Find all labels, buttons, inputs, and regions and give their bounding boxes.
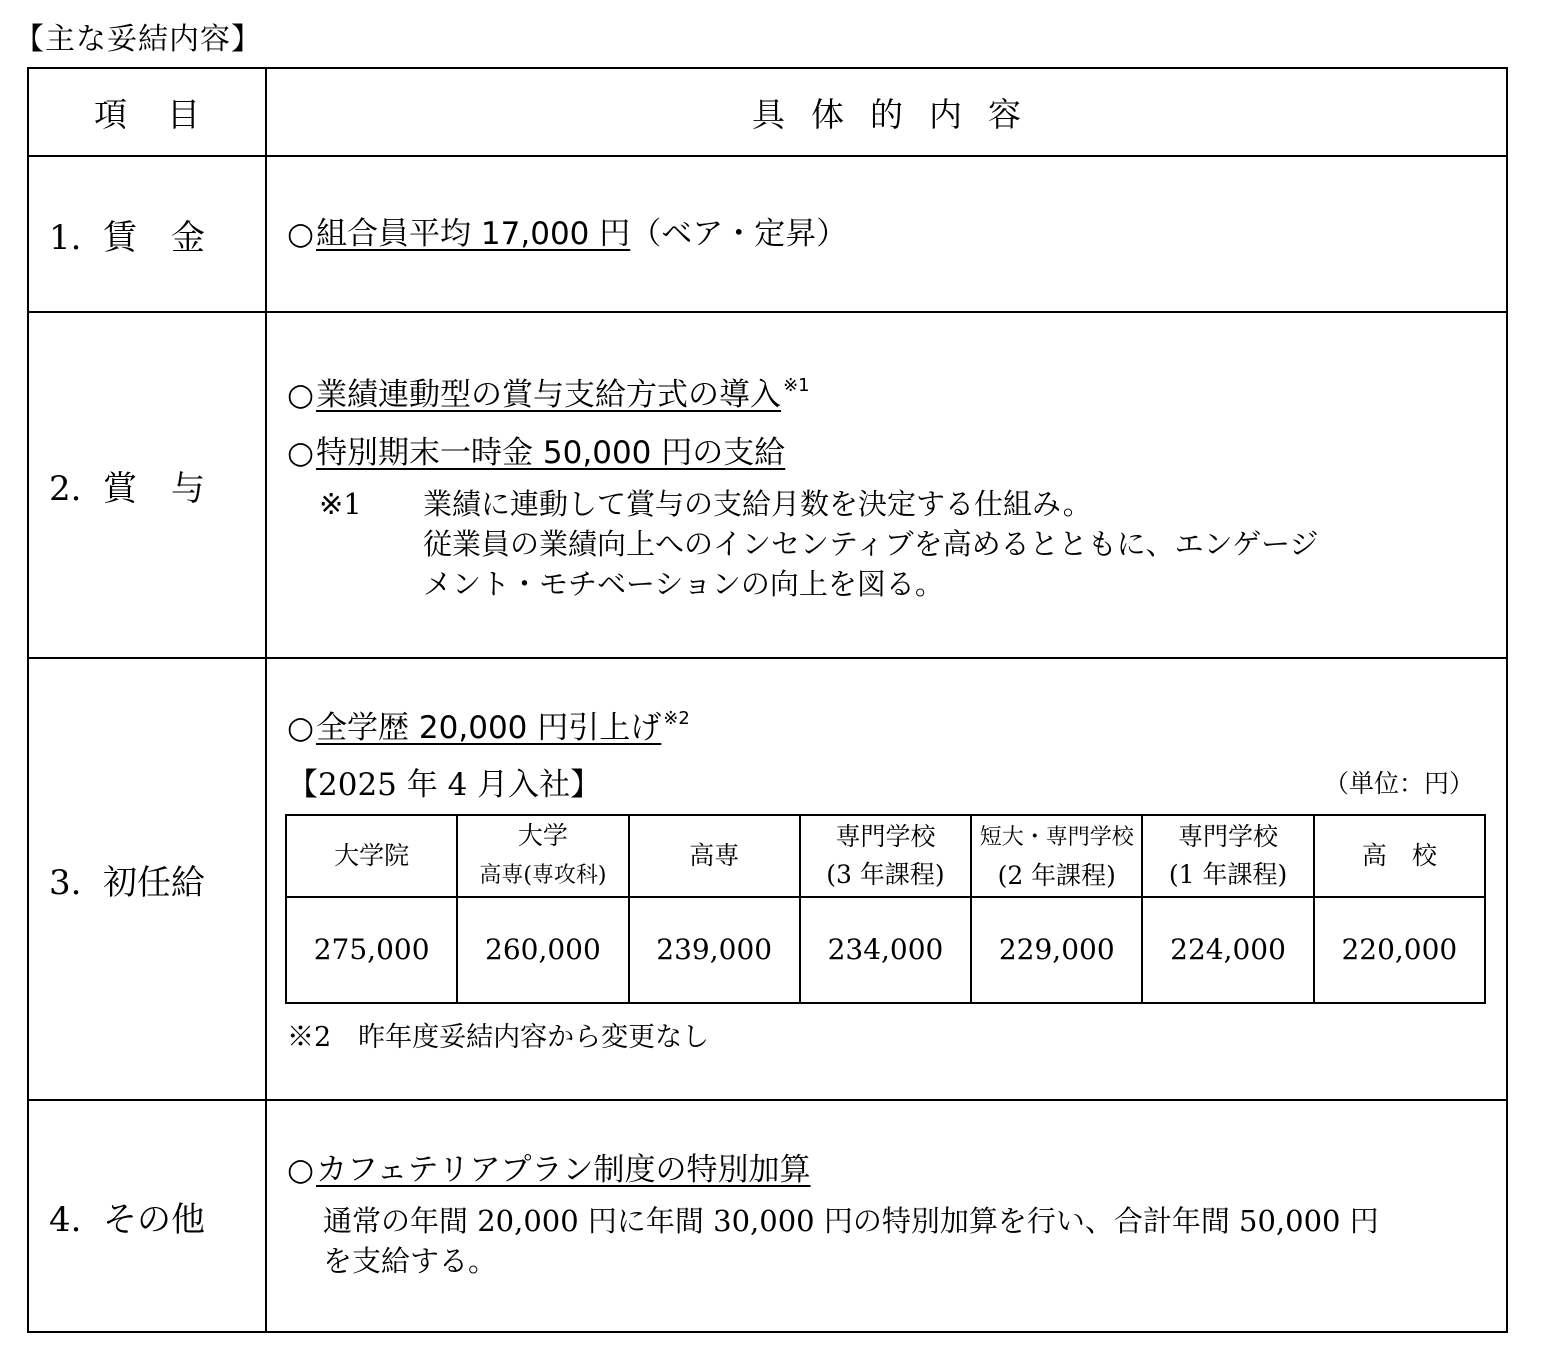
- starting-pay-table-head: [287, 759, 1486, 804]
- bonus-headline-1: [287, 367, 1486, 414]
- bullet-circle-icon: ○: [287, 216, 315, 252]
- bonus-headline-1-text: 業績連動型の賞与支給方式の導入: [316, 376, 782, 413]
- column-header-line1: 専門学校: [835, 822, 936, 851]
- column-header: [629, 815, 800, 897]
- other-headline: [287, 1151, 1486, 1189]
- table-header-row: [28, 68, 1507, 156]
- other-headline-text: カフェテリアプラン制度の特別加算: [316, 1152, 811, 1188]
- column-header-line1: 大学院: [334, 841, 410, 870]
- content-other: [266, 1100, 1507, 1332]
- wage-headline: [287, 215, 1486, 253]
- starting-pay-headline: [287, 700, 1486, 747]
- column-header-line2: (1 年課程): [1168, 860, 1288, 889]
- table-cell: 229,000: [971, 897, 1142, 1003]
- other-body: [287, 1201, 1486, 1281]
- table-cell: 224,000: [1142, 897, 1313, 1003]
- header-item: 項目: [28, 68, 266, 156]
- table-cell: 234,000: [800, 897, 971, 1003]
- table-row-wage: [28, 156, 1507, 312]
- item-label-starting-pay: 3. 初任給: [28, 658, 266, 1100]
- column-header-line1: 専門学校: [1178, 822, 1279, 851]
- other-body-line: を支給する。: [323, 1244, 498, 1278]
- item-label-wage: 1. 賃 金: [28, 156, 266, 312]
- bonus-note: [287, 484, 1486, 604]
- column-header: [1142, 815, 1313, 897]
- table-row-other: [28, 1100, 1507, 1332]
- bullet-circle-icon: ○: [287, 434, 315, 471]
- wage-headline-text: 組合員平均 17,000 円: [316, 216, 631, 252]
- bonus-note-line: 従業員の業績向上へのインセンティブを高めるとともに、エンゲージ: [423, 526, 1319, 561]
- bullet-circle-icon: ○: [287, 710, 315, 746]
- content-bonus: [266, 312, 1507, 658]
- column-header-line1: 短大・専門学校: [979, 825, 1134, 850]
- column-header: [1314, 815, 1485, 897]
- table-cell: 239,000: [629, 897, 800, 1003]
- starting-pay-table: [285, 814, 1486, 1004]
- column-header: [971, 815, 1142, 897]
- bullet-circle-icon: ○: [287, 1152, 315, 1188]
- column-header-line1: 大学: [517, 821, 568, 850]
- bullet-circle-icon: ○: [287, 376, 315, 413]
- starting-pay-table-unit: （単位：円）: [1323, 768, 1474, 798]
- bonus-headline-2-text: 特別期末一時金 50,000 円の支給: [316, 434, 786, 471]
- starting-pay-value-row: [286, 897, 1485, 1003]
- item-label-bonus: 2. 賞 与: [28, 312, 266, 658]
- header-content: 具体的内容: [266, 68, 1507, 156]
- table-cell: 260,000: [457, 897, 628, 1003]
- table-row-starting-pay: [28, 658, 1507, 1100]
- content-wage: [266, 156, 1507, 312]
- column-header: [800, 815, 971, 897]
- bonus-note-line: メント・モチベーションの向上を図る。: [423, 566, 944, 601]
- bonus-note-body: [423, 484, 1486, 604]
- agreement-table: [27, 67, 1508, 1333]
- column-header-line1: 高 校: [1361, 841, 1437, 870]
- starting-pay-table-title: 【2025 年 4 月入社】: [287, 767, 602, 803]
- column-header-line2: (2 年課程): [997, 861, 1116, 890]
- table-row-bonus: [28, 312, 1507, 658]
- bonus-headline-2: [287, 434, 1486, 472]
- bonus-footnote-ref: ※1: [783, 374, 810, 396]
- starting-pay-headline-text: 全学歴 20,000 円引上げ: [316, 710, 662, 746]
- column-header-line2: 高専(専攻科): [479, 863, 607, 888]
- starting-pay-header-row: [286, 815, 1485, 897]
- table-cell: 275,000: [286, 897, 457, 1003]
- column-header: [457, 815, 628, 897]
- starting-pay-note: ※2 昨年度妥結内容から変更なし: [287, 1022, 710, 1053]
- content-starting-pay: [266, 658, 1507, 1100]
- table-cell: 220,000: [1314, 897, 1485, 1003]
- page-caption: 【主な妥結内容】: [14, 22, 262, 57]
- bonus-note-mark: ※1: [319, 486, 362, 521]
- starting-pay-footnote-ref: ※2: [663, 708, 690, 729]
- wage-headline-suffix: （ベア・定昇）: [630, 216, 848, 252]
- other-body-line: 通常の年間 20,000 円に年間 30,000 円の特別加算を行い、合計年間 50,000 円: [323, 1204, 1379, 1238]
- item-label-other: 4. その他: [28, 1100, 266, 1332]
- column-header-line2: (3 年課程): [826, 860, 945, 889]
- column-header: [286, 815, 457, 897]
- bonus-note-line: 業績に連動して賞与の支給月数を決定する仕組み。: [423, 486, 1092, 521]
- column-header-line1: 高専: [689, 841, 740, 870]
